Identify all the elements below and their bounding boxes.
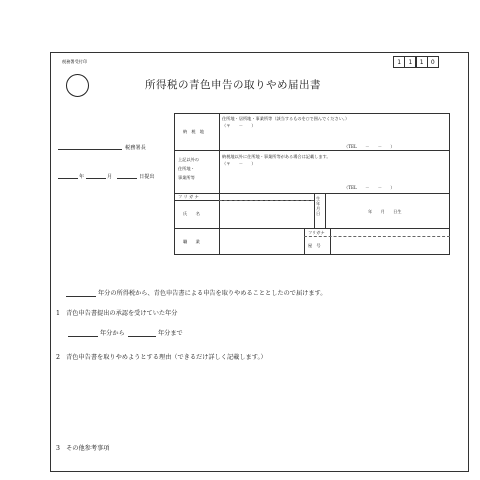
furigana-label: フ リ ガ ナ: [178, 194, 199, 199]
item2-reason-area[interactable]: [66, 366, 446, 436]
office-code-boxes: [394, 56, 439, 68]
nozeichi-tel[interactable]: （TEL － － ）: [344, 144, 395, 149]
item1-to-label: 年分まで: [158, 330, 183, 337]
birth-date-value[interactable]: 年 月 日生: [368, 209, 402, 214]
submit-month-field[interactable]: [86, 178, 106, 179]
other-address-label-1: 上記以外の: [178, 157, 199, 162]
office-code-digit: 1: [393, 56, 405, 68]
birth-date-label: 生年月日: [316, 196, 321, 216]
name-label: 氏 名: [183, 211, 200, 216]
item2-label: 2 青色申告書を取りやめようとする理由（できるだけ詳しく記載します。）: [56, 354, 267, 361]
trade-furigana-label: フリガナ: [308, 230, 325, 235]
office-code-digit: 1: [416, 56, 428, 68]
statement-year-field[interactable]: [66, 296, 96, 297]
other-address-note: 納税地以外に住所地・事業所等がある場合は記載します。: [222, 154, 331, 159]
submit-month-label: 月: [107, 174, 113, 180]
office-code-digit: 0: [427, 56, 439, 68]
reception-seal-circle: [66, 74, 89, 97]
nozeichi-postal[interactable]: （〒 － ）: [222, 123, 256, 128]
other-address-tel[interactable]: （TEL － － ）: [344, 185, 395, 190]
other-address-label-3: 事業所等: [178, 175, 195, 180]
tax-office-name-field[interactable]: [58, 149, 122, 150]
item3-label: 3 その他参考事項: [56, 445, 110, 452]
submit-day-label: 日提出: [139, 174, 155, 180]
item1-from-label: 年分から: [100, 330, 125, 337]
statement-text: 年分の所得税から、青色申告書による申告を取りやめることとしたので届けます。: [98, 290, 327, 297]
submit-year-field[interactable]: [58, 178, 78, 179]
form-title: 所得税の青色申告の取りやめ届出書: [145, 79, 321, 91]
item1-to-field[interactable]: [128, 336, 156, 337]
tax-office-suffix: 税務署長: [125, 145, 146, 151]
nozeichi-note: 住所地・居所地・事業所等（該当するものを○で囲んでください。）: [222, 116, 350, 121]
submit-year-label: 年: [79, 174, 85, 180]
reception-stamp-label: 税務署受付印: [62, 59, 88, 64]
other-address-label-2: 住所地・: [178, 166, 195, 171]
occupation-label: 職 業: [183, 239, 200, 244]
other-address-postal[interactable]: （〒 － ）: [222, 161, 256, 166]
item1-from-field[interactable]: [68, 336, 98, 337]
item1-label: 1 青色申告書提出の承認を受けていた年分: [56, 310, 178, 317]
office-code-digit: 1: [404, 56, 416, 68]
trade-name-label: 屋 号: [308, 243, 321, 248]
submit-day-field[interactable]: [117, 178, 137, 179]
nozeichi-label: 納 税 地: [183, 129, 204, 134]
